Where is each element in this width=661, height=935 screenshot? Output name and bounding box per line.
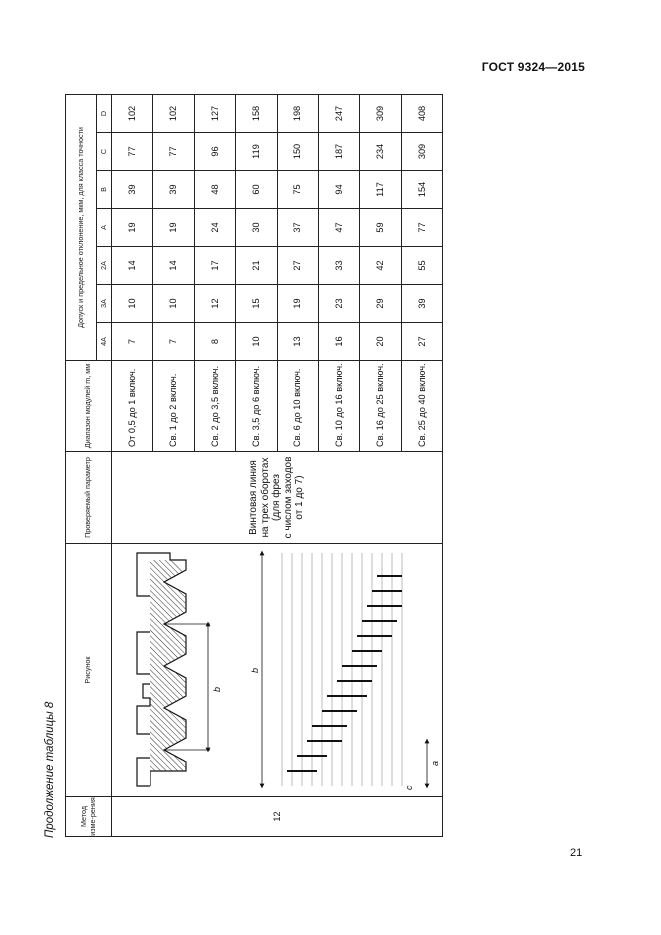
value-cell: 234 (360, 133, 401, 171)
value-cell: 102 (112, 94, 153, 132)
value-cell: 39 (153, 171, 194, 209)
value-cell: 198 (277, 94, 318, 132)
param-line: от 1 до 7) (294, 475, 306, 520)
class-header: А (97, 209, 112, 247)
value-cell: 150 (277, 133, 318, 171)
range-cell: Св. 16 до 25 включ. (360, 361, 401, 452)
table-caption: Продолжение таблицы 8 (44, 701, 56, 838)
value-cell: 55 (401, 247, 442, 285)
method-number: 12 (112, 797, 443, 837)
standard-code: ГОСТ 9324—2015 (481, 60, 585, 74)
value-cell: 19 (112, 209, 153, 247)
label-b-lower: b (250, 667, 260, 673)
param-line: на трех оборотах (259, 457, 271, 538)
value-cell: 59 (360, 209, 401, 247)
param-line: с числом заходов (282, 456, 294, 539)
value-cell: 33 (318, 247, 359, 285)
value-cell: 187 (318, 133, 359, 171)
figure-cell (112, 544, 443, 797)
range-cell: Св. 1 до 2 включ. (153, 361, 194, 452)
value-cell: 47 (318, 209, 359, 247)
tolerance-table (65, 94, 443, 837)
value-cell: 10 (236, 323, 277, 361)
value-cell: 48 (194, 171, 235, 209)
value-cell: 154 (401, 171, 442, 209)
value-cell: 37 (277, 209, 318, 247)
class-header: С (97, 133, 112, 171)
value-cell: 20 (360, 323, 401, 361)
page-number: 21 (570, 847, 583, 859)
value-cell: 17 (194, 247, 235, 285)
value-cell: 27 (401, 323, 442, 361)
range-cell: Св. 3,5 до 6 включ. (236, 361, 277, 452)
label-b-upper: b (212, 686, 222, 692)
header-parameter: Проверяемый параметр (66, 452, 112, 544)
value-cell: 29 (360, 285, 401, 323)
param-line: (для фрез (271, 474, 283, 521)
value-cell: 42 (360, 247, 401, 285)
value-cell: 23 (318, 285, 359, 323)
recording-grid (282, 553, 402, 786)
value-cell: 7 (112, 323, 153, 361)
value-cell: 16 (318, 323, 359, 361)
range-cell: Св. 2 до 3,5 включ. (194, 361, 235, 452)
value-cell: 14 (153, 247, 194, 285)
value-cell: 10 (153, 285, 194, 323)
value-cell: 75 (277, 171, 318, 209)
range-cell: Св. 6 до 10 включ. (277, 361, 318, 452)
value-cell: 77 (153, 133, 194, 171)
value-cell: 247 (318, 94, 359, 132)
value-cell: 77 (401, 209, 442, 247)
value-cell: 127 (194, 94, 235, 132)
param-line: Винтовая линия (248, 460, 260, 535)
value-cell: 8 (194, 323, 235, 361)
value-cell: 117 (360, 171, 401, 209)
value-cell: 14 (112, 247, 153, 285)
label-c: c (404, 785, 414, 790)
range-cell: Св. 10 до 16 включ. (318, 361, 359, 452)
value-cell: 15 (236, 285, 277, 323)
value-cell: 10 (112, 285, 153, 323)
class-header: 3А (97, 285, 112, 323)
value-cell: 60 (236, 171, 277, 209)
class-header: 2А (97, 247, 112, 285)
value-cell: 19 (153, 209, 194, 247)
class-header: 4А (97, 323, 112, 361)
value-cell: 39 (112, 171, 153, 209)
value-cell: 39 (401, 285, 442, 323)
value-cell: 408 (401, 94, 442, 132)
value-cell: 119 (236, 133, 277, 171)
value-cell: 96 (194, 133, 235, 171)
recording-trace (287, 576, 402, 771)
value-cell: 7 (153, 323, 194, 361)
value-cell: 30 (236, 209, 277, 247)
value-cell: 13 (277, 323, 318, 361)
range-cell: Св. 25 до 40 включ. (401, 361, 442, 452)
header-module-range: Диапазон модулей m, мм (66, 361, 112, 452)
value-cell: 309 (401, 133, 442, 171)
range-cell: От 0,5 до 1 включ. (112, 361, 153, 452)
class-header: В (97, 171, 112, 209)
header-figure: Рисунок (66, 544, 112, 797)
value-cell: 21 (236, 247, 277, 285)
value-cell: 77 (112, 133, 153, 171)
value-cell: 24 (194, 209, 235, 247)
value-cell: 19 (277, 285, 318, 323)
rotated-table-container (65, 95, 442, 837)
value-cell: 158 (236, 94, 277, 132)
value-cell: 27 (277, 247, 318, 285)
header-method: Метод изме-рения (66, 797, 112, 837)
label-a: a (430, 760, 440, 766)
value-cell: 12 (194, 285, 235, 323)
header-tolerance: Допуск и предельное отклонение, мкм, для класса точности (66, 94, 97, 360)
class-header: D (97, 94, 112, 132)
value-cell: 102 (153, 94, 194, 132)
value-cell: 94 (318, 171, 359, 209)
checked-parameter (112, 452, 443, 544)
hob-profile-drawing (112, 544, 442, 797)
value-cell: 309 (360, 94, 401, 132)
